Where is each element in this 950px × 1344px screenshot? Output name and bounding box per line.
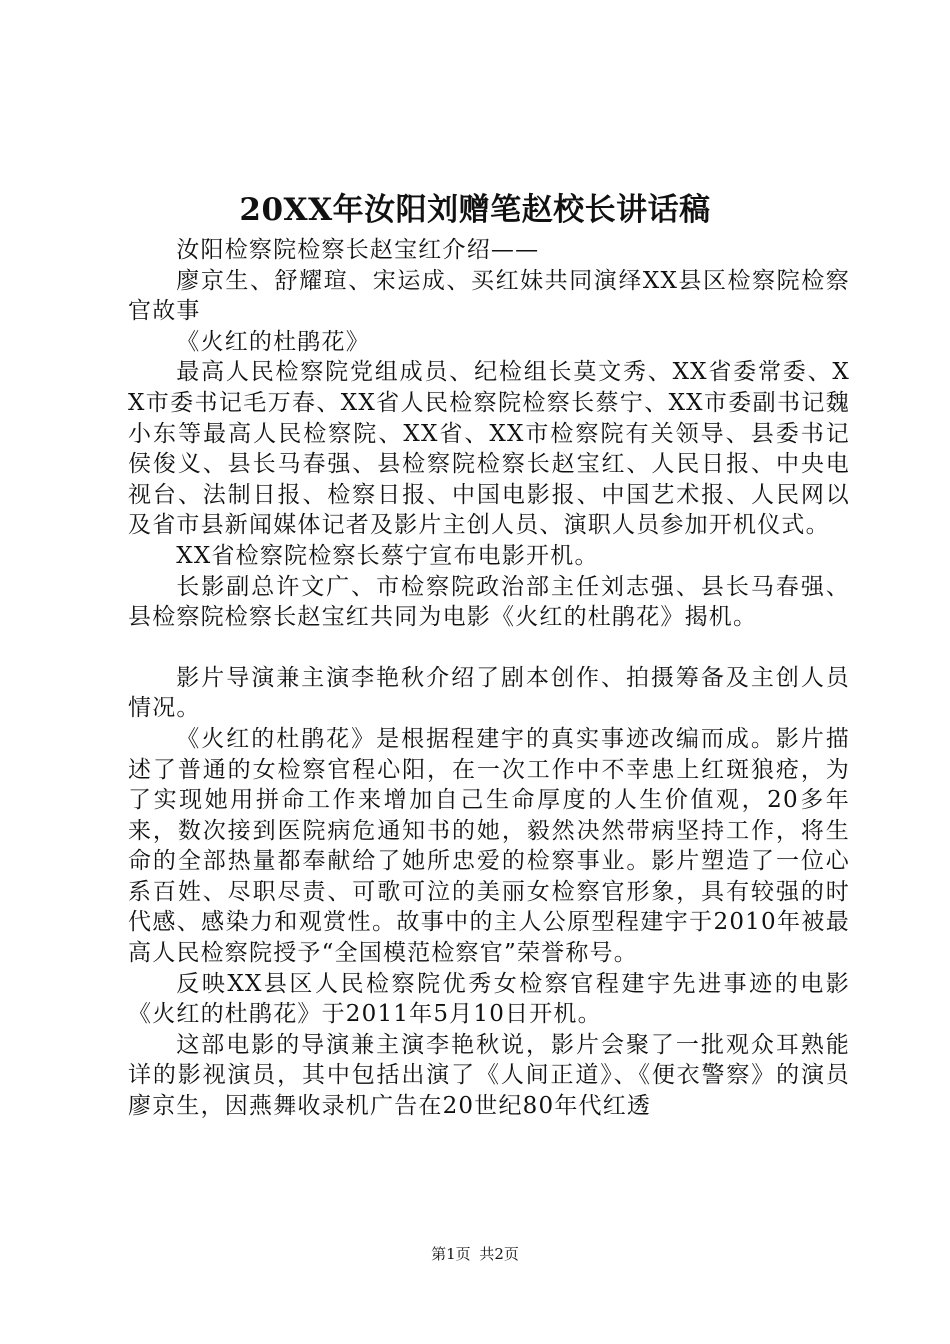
- paragraph: 汝阳检察院检察长赵宝红介绍——: [176, 237, 540, 263]
- page-footer: [0, 1244, 950, 1264]
- paragraph: 这部电影的导演兼主演李艳秋说，影片会聚了一批观众耳熟能详的影视演员，其中包括出演了《人间正道》、《便衣警察》的演员廖京生，因燕舞收录机广告在20世纪80年代红透: [128, 1031, 850, 1120]
- paragraph: 廖京生、舒耀瑄、宋运成、买红妹共同演绎XX县区检察院检察官故事: [128, 267, 850, 325]
- page-total: 共2页: [479, 1245, 519, 1263]
- page-number: 第1页: [431, 1245, 471, 1263]
- paragraph: 《火红的杜鹃花》: [176, 328, 370, 355]
- paragraph: 《火红的杜鹃花》是根据程建宇的真实事迹改编而成。影片描述了普通的女检察官程心阳，在一次工作中不幸患上红斑狼疮，为了实现她用拼命工作来增加自己生命厚度的人生价值观，20多年来，数次接到医院病危通知书的她，毅然决然带病坚持工作，将生命的全部热量都奉献给了她所忠爱的检察事业。影片塑造了一位心系百姓、尽职尽责、可歌可泣的美丽女检察官形象，具有较强的时代感、感染力和观赏性。故事中的主人公原型程建宇于2010年被最高人民检察院授予“全国模范检察官”荣誉称号。: [128, 725, 850, 967]
- paragraph: 影片导演兼主演李艳秋介绍了剧本创作、拍摄筹备及主创人员情况。: [128, 664, 850, 722]
- paragraph: 反映XX县区人民检察院优秀女检察官程建宇先进事迹的电影《火红的杜鹃花》于2011年5月10日开机。: [128, 970, 850, 1028]
- paragraph: 长影副总许文广、市检察院政治部主任刘志强、县长马春强、县检察院检察长赵宝红共同为电影《火红的杜鹃花》揭机。: [128, 573, 850, 631]
- paragraph: XX省检察院检察长蔡宁宣布电影开机。: [176, 542, 599, 569]
- document-body: [128, 235, 850, 1122]
- paragraph: 最高人民检察院党组成员、纪检组长莫文秀、XX省委常委、XX市委书记毛万春、XX省人民检察院检察长蔡宁、XX市委副书记魏小东等最高人民检察院、XX省、XX市检察院有关领导、县委书记侯俊义、县长马春强、县检察院检察长赵宝红、人民日报、中央电视台、法制日报、检察日报、中国电影报、中国艺术报、人民网以及省市县新闻媒体记者及影片主创人员、演职人员参加开机仪式。: [128, 359, 850, 539]
- document-title: 20XX年汝阳刘赠笔赵校长讲话稿: [239, 192, 711, 228]
